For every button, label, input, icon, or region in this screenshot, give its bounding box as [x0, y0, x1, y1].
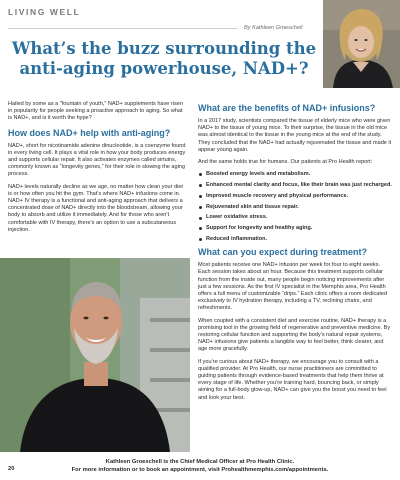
heading-benefits: What are the benefits of NAD+ infusions?: [198, 103, 376, 113]
list-item: Rejuvenated skin and tissue repair.: [198, 204, 394, 211]
byline: By Kathleen Groeschell: [244, 25, 303, 31]
benefits-list: [198, 171, 394, 243]
heading-anti-aging: How does NAD+ help with anti-aging?: [8, 127, 171, 138]
title-line-2: anti-aging powerhouse, NAD+?: [19, 58, 309, 78]
list-item: Support for longevity and healthy aging.: [198, 225, 394, 232]
list-item: Reduced inflammation.: [198, 236, 394, 243]
list-item: Boosted energy levels and metabolism.: [198, 171, 394, 178]
list-item: Improved muscle recovery and physical performance.: [198, 193, 394, 200]
left-paragraph-1: NAD+, short for nicotinamide adenine dinucleotide, is a coenzyme found in every living cell. It plays a vital role in how your body produces energy and supports cellular repair. It also activates enzymes called sirtuins, commonly known as “longevity genes,” for their role in slowing the aging process.: [8, 142, 186, 178]
right-paragraph-2: And the same holds true for humans. Our patients at Pro Health report:: [198, 159, 373, 166]
left-column: [8, 101, 188, 239]
right-paragraph-1: In a 2017 study, scientists compared the tissue of elderly mice who were given NAD+ to the tissue of young mice. To their surprise, the tissue in the old mice was almost identical to the tissue in the young mice at the end of the study. They concluded that the NAD+ had actually rejuvenated the tissue and made it appear young again.: [198, 118, 392, 153]
right-column: [198, 99, 394, 407]
right-paragraph-4: When coupled with a consistent diet and exercise routine, NAD+ therapy is a promising tool in the growing field of regenerative and preventive medicine. By restoring cellular function and supporting the body’s natural repair systems, NAD+ infusions give patients a tangible way to feel better, think clearer, and age more gracefully.: [198, 317, 391, 353]
header-rule: [8, 28, 238, 29]
author-headshot: [323, 0, 400, 88]
man-photo: [0, 258, 190, 452]
article-title: [8, 39, 320, 78]
right-paragraph-5: If you’re curious about NAD+ therapy, we encourage you to consult with a qualified provider. At Pro Health, our nurse practitioners are committed to guiding patients through evidence-based treatments that help them thrive at every stage of life. Whether you’re training hard, bouncing back, or simply aiming for a full-body glow-up, NAD+ can give you the boost you need to feel and look your best.: [198, 358, 387, 401]
footer-line-1: Kathleen Groeschell is the Chief Medical Officer at Pro Health Clinic.: [105, 459, 295, 465]
author-footer: [0, 458, 400, 474]
section-label: LIVING WELL: [8, 7, 81, 17]
right-paragraph-3: Most patients receive one NAD+ infusion per week for four to eight weeks. Each session takes about an hour. Because this treatment supports cellular function from the inside out, many people begin noticing improvements after just a few sessions. As the first IV specialist in the Memphis area, Pro Health offers a full menu of customizable “drips.” Each clinic offers a room dedicated exclusively to IV hydration therapy, including a TV, reclining chairs, and refreshments.: [198, 262, 388, 312]
page-number: 20: [8, 466, 15, 472]
heading-treatment: What can you expect during treatment?: [198, 247, 368, 258]
list-item: Lower oxidative stress.: [198, 214, 394, 221]
title-line-1: What’s the buzz surrounding the: [11, 39, 317, 58]
left-paragraph-2: NAD+ levels naturally decline as we age, no matter how clean your diet is or how often you hit the gym. That’s where NAD+ infusions come in. NAD+ IV therapy is a functional and anti-aging approach that delivers a concentrated dose of NAD+ directly into the bloodstream, allowing your body to absorb and utilize it immediately. And for those who aren’t comfortable with IV therapy, there’s an option to use a subcutaneous injection.: [8, 183, 183, 233]
list-item: Enhanced mental clarity and focus, like their brain was just recharged.: [198, 182, 394, 189]
intro-paragraph: Hailed by some as a "fountain of youth," NAD+ supplements have risen in popularity for people seeking a proactive approach to aging. So what is NAD+, and is it worth the hype?: [8, 101, 183, 122]
footer-line-2: For more information or to book an appointment, visit Prohealthmemphis.com/appointments.: [71, 467, 329, 473]
